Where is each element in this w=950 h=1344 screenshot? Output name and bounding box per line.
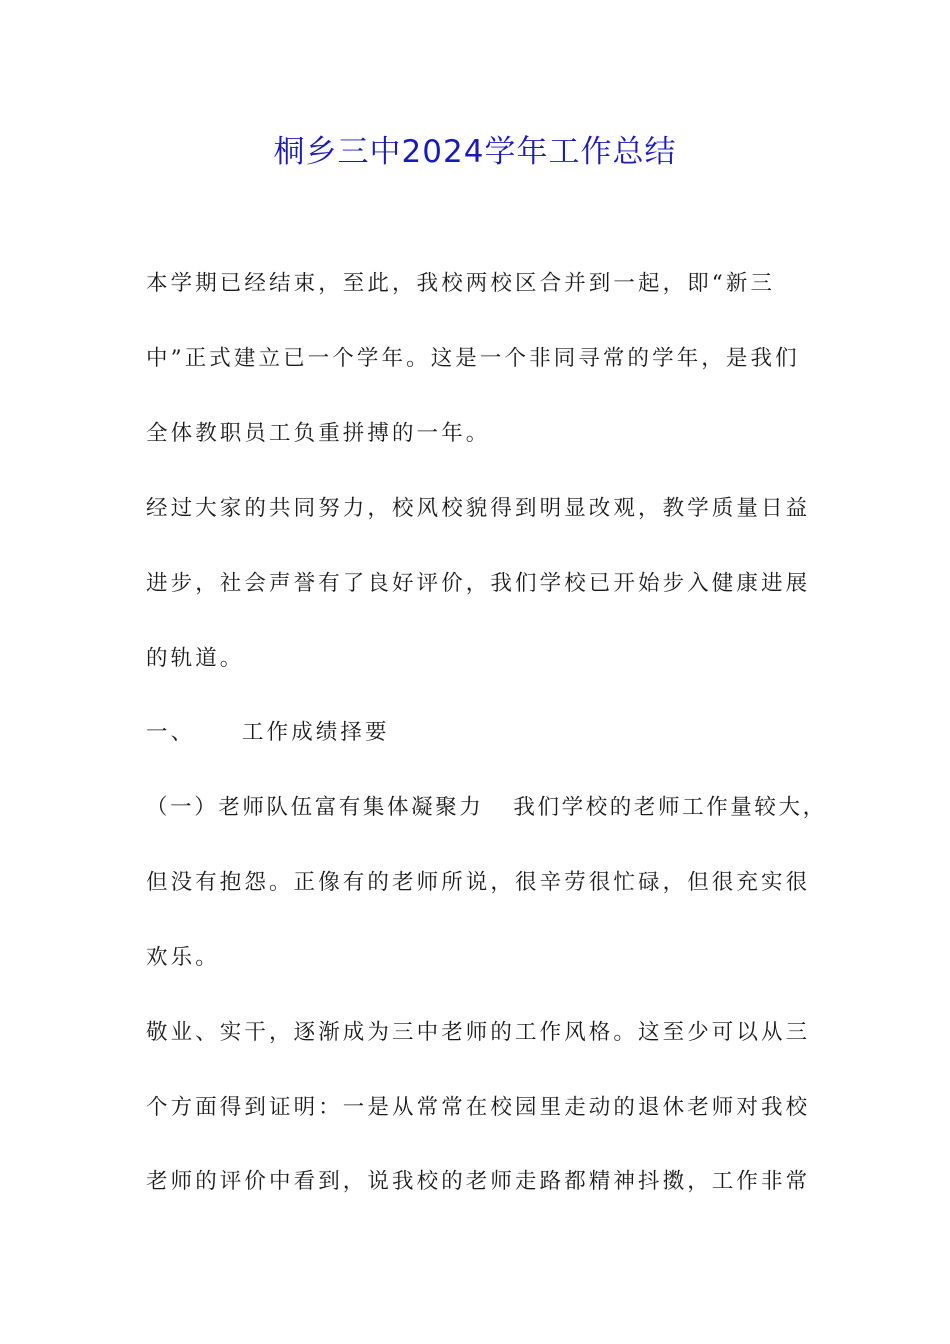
paragraph-line: 但没有抱怨。正像有的老师所说，很辛劳很忙碌，但很充实很 bbox=[146, 870, 811, 895]
paragraph-line: 本学期已经结束，至此，我校两校区合并到一起，即“新三 bbox=[146, 271, 776, 296]
section-number: 一、 bbox=[146, 720, 196, 745]
section-title: 工作成绩择要 bbox=[242, 720, 390, 745]
section-heading bbox=[146, 718, 826, 748]
paragraph-line: 欢乐。 bbox=[146, 945, 220, 970]
paragraph-line: 进步，社会声誉有了良好评价，我们学校已开始步入健康进展 bbox=[146, 571, 811, 596]
subsection-first-line bbox=[146, 793, 826, 823]
paragraph-line: 个方面得到证明：一是从常常在校园里走动的退休老师对我校 bbox=[146, 1095, 811, 1120]
subsection-label: （一）老师队伍富有集体凝聚力 bbox=[146, 795, 484, 820]
document-title: 桐乡三中2024学年工作总结 bbox=[273, 134, 677, 170]
paragraph-line: 中”正式建立已一个学年。这是一个非同寻常的学年，是我们 bbox=[146, 346, 800, 371]
subsection-text: 我们学校的老师工作量较大， bbox=[513, 795, 827, 820]
paragraph-line: 老师的评价中看到，说我校的老师走路都精神抖擞，工作非常 bbox=[146, 1169, 811, 1194]
paragraph-line: 全体教职员工负重拼搏的一年。 bbox=[146, 421, 491, 446]
paragraph-line: 的轨道。 bbox=[146, 646, 245, 671]
paragraph-line: 敬业、实干，逐渐成为三中老师的工作风格。这至少可以从三 bbox=[146, 1020, 811, 1045]
paragraph-line: 经过大家的共同努力，校风校貌得到明显改观，教学质量日益 bbox=[146, 496, 811, 521]
